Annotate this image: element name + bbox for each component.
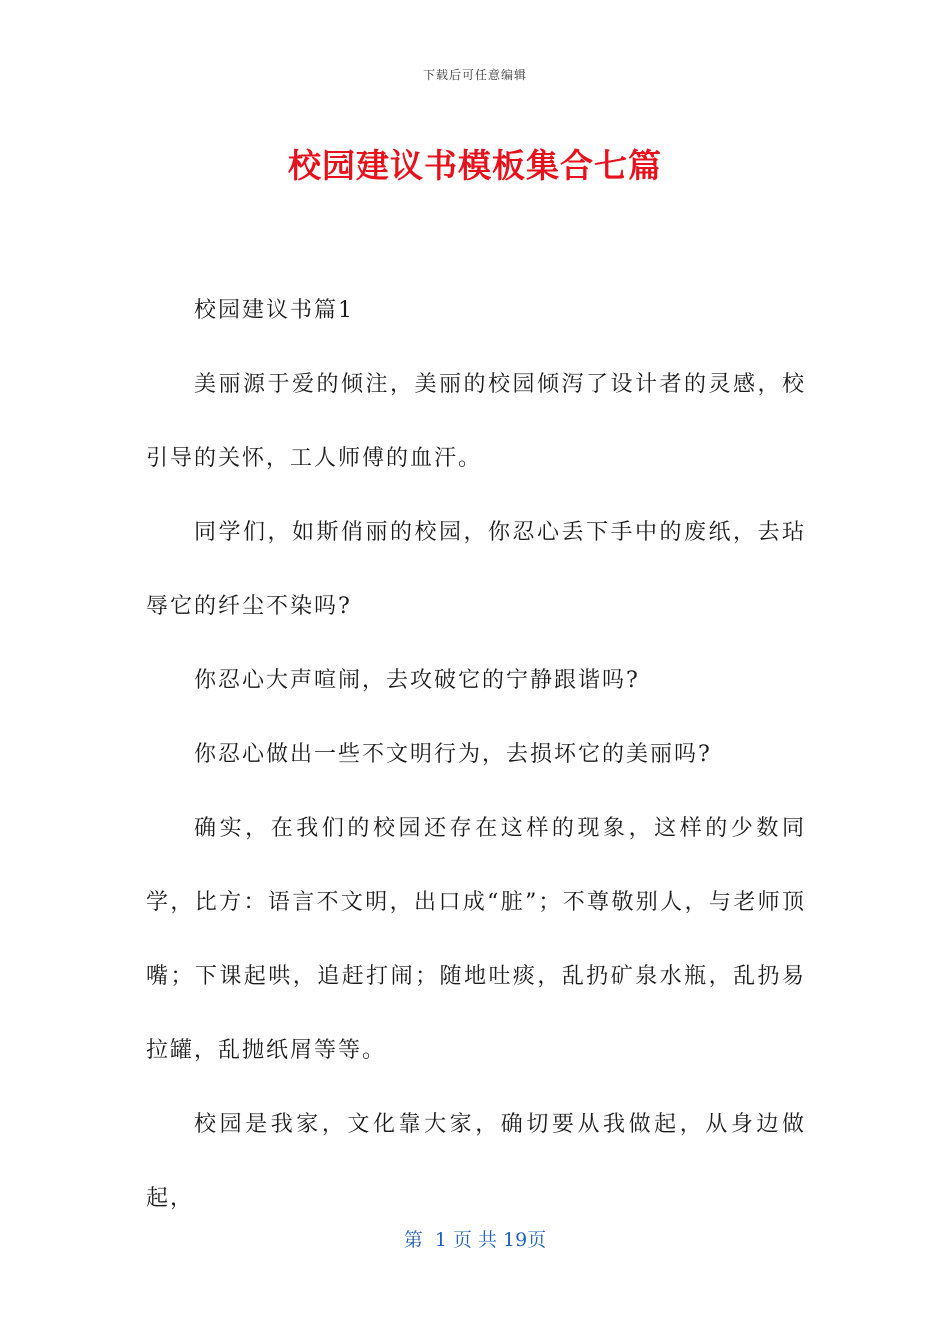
header-note: 下载后可任意编辑 (422, 68, 527, 82)
paragraph: 确实，在我们的校园还存在这样的现象，这样的少数同学，比方：语言不文明，出口成“脏”；不尊敬别人，与老师顶嘴；下课起哄，追赶打闹；随地吐痰，乱扔矿泉水瓶，乱扔易拉罐，乱抛纸屑等等。 (146, 816, 806, 1063)
document-body (146, 274, 806, 1236)
paragraph: 同学们，如斯俏丽的校园，你忍心丢下手中的废纸，去玷辱它的纤尘不染吗? (146, 520, 806, 619)
paragraph: 你忍心大声喧闹，去攻破它的宁静跟谐吗? (194, 668, 640, 693)
paragraph: 校园是我家，文化靠大家，确切要从我做起，从身边做起， (146, 1112, 806, 1211)
paragraph: 你忍心做出一些不文明行为，去损坏它的美丽吗? (194, 742, 712, 767)
document-title: 校园建议书模板集合七篇 (288, 146, 662, 185)
section-heading: 校园建议书篇1 (194, 298, 354, 323)
page-number: 第 1 页 共 19页 (403, 1229, 547, 1251)
paragraph: 美丽源于爱的倾注，美丽的校园倾泻了设计者的灵感，校引导的关怀，工人师傅的血汗。 (146, 372, 806, 471)
